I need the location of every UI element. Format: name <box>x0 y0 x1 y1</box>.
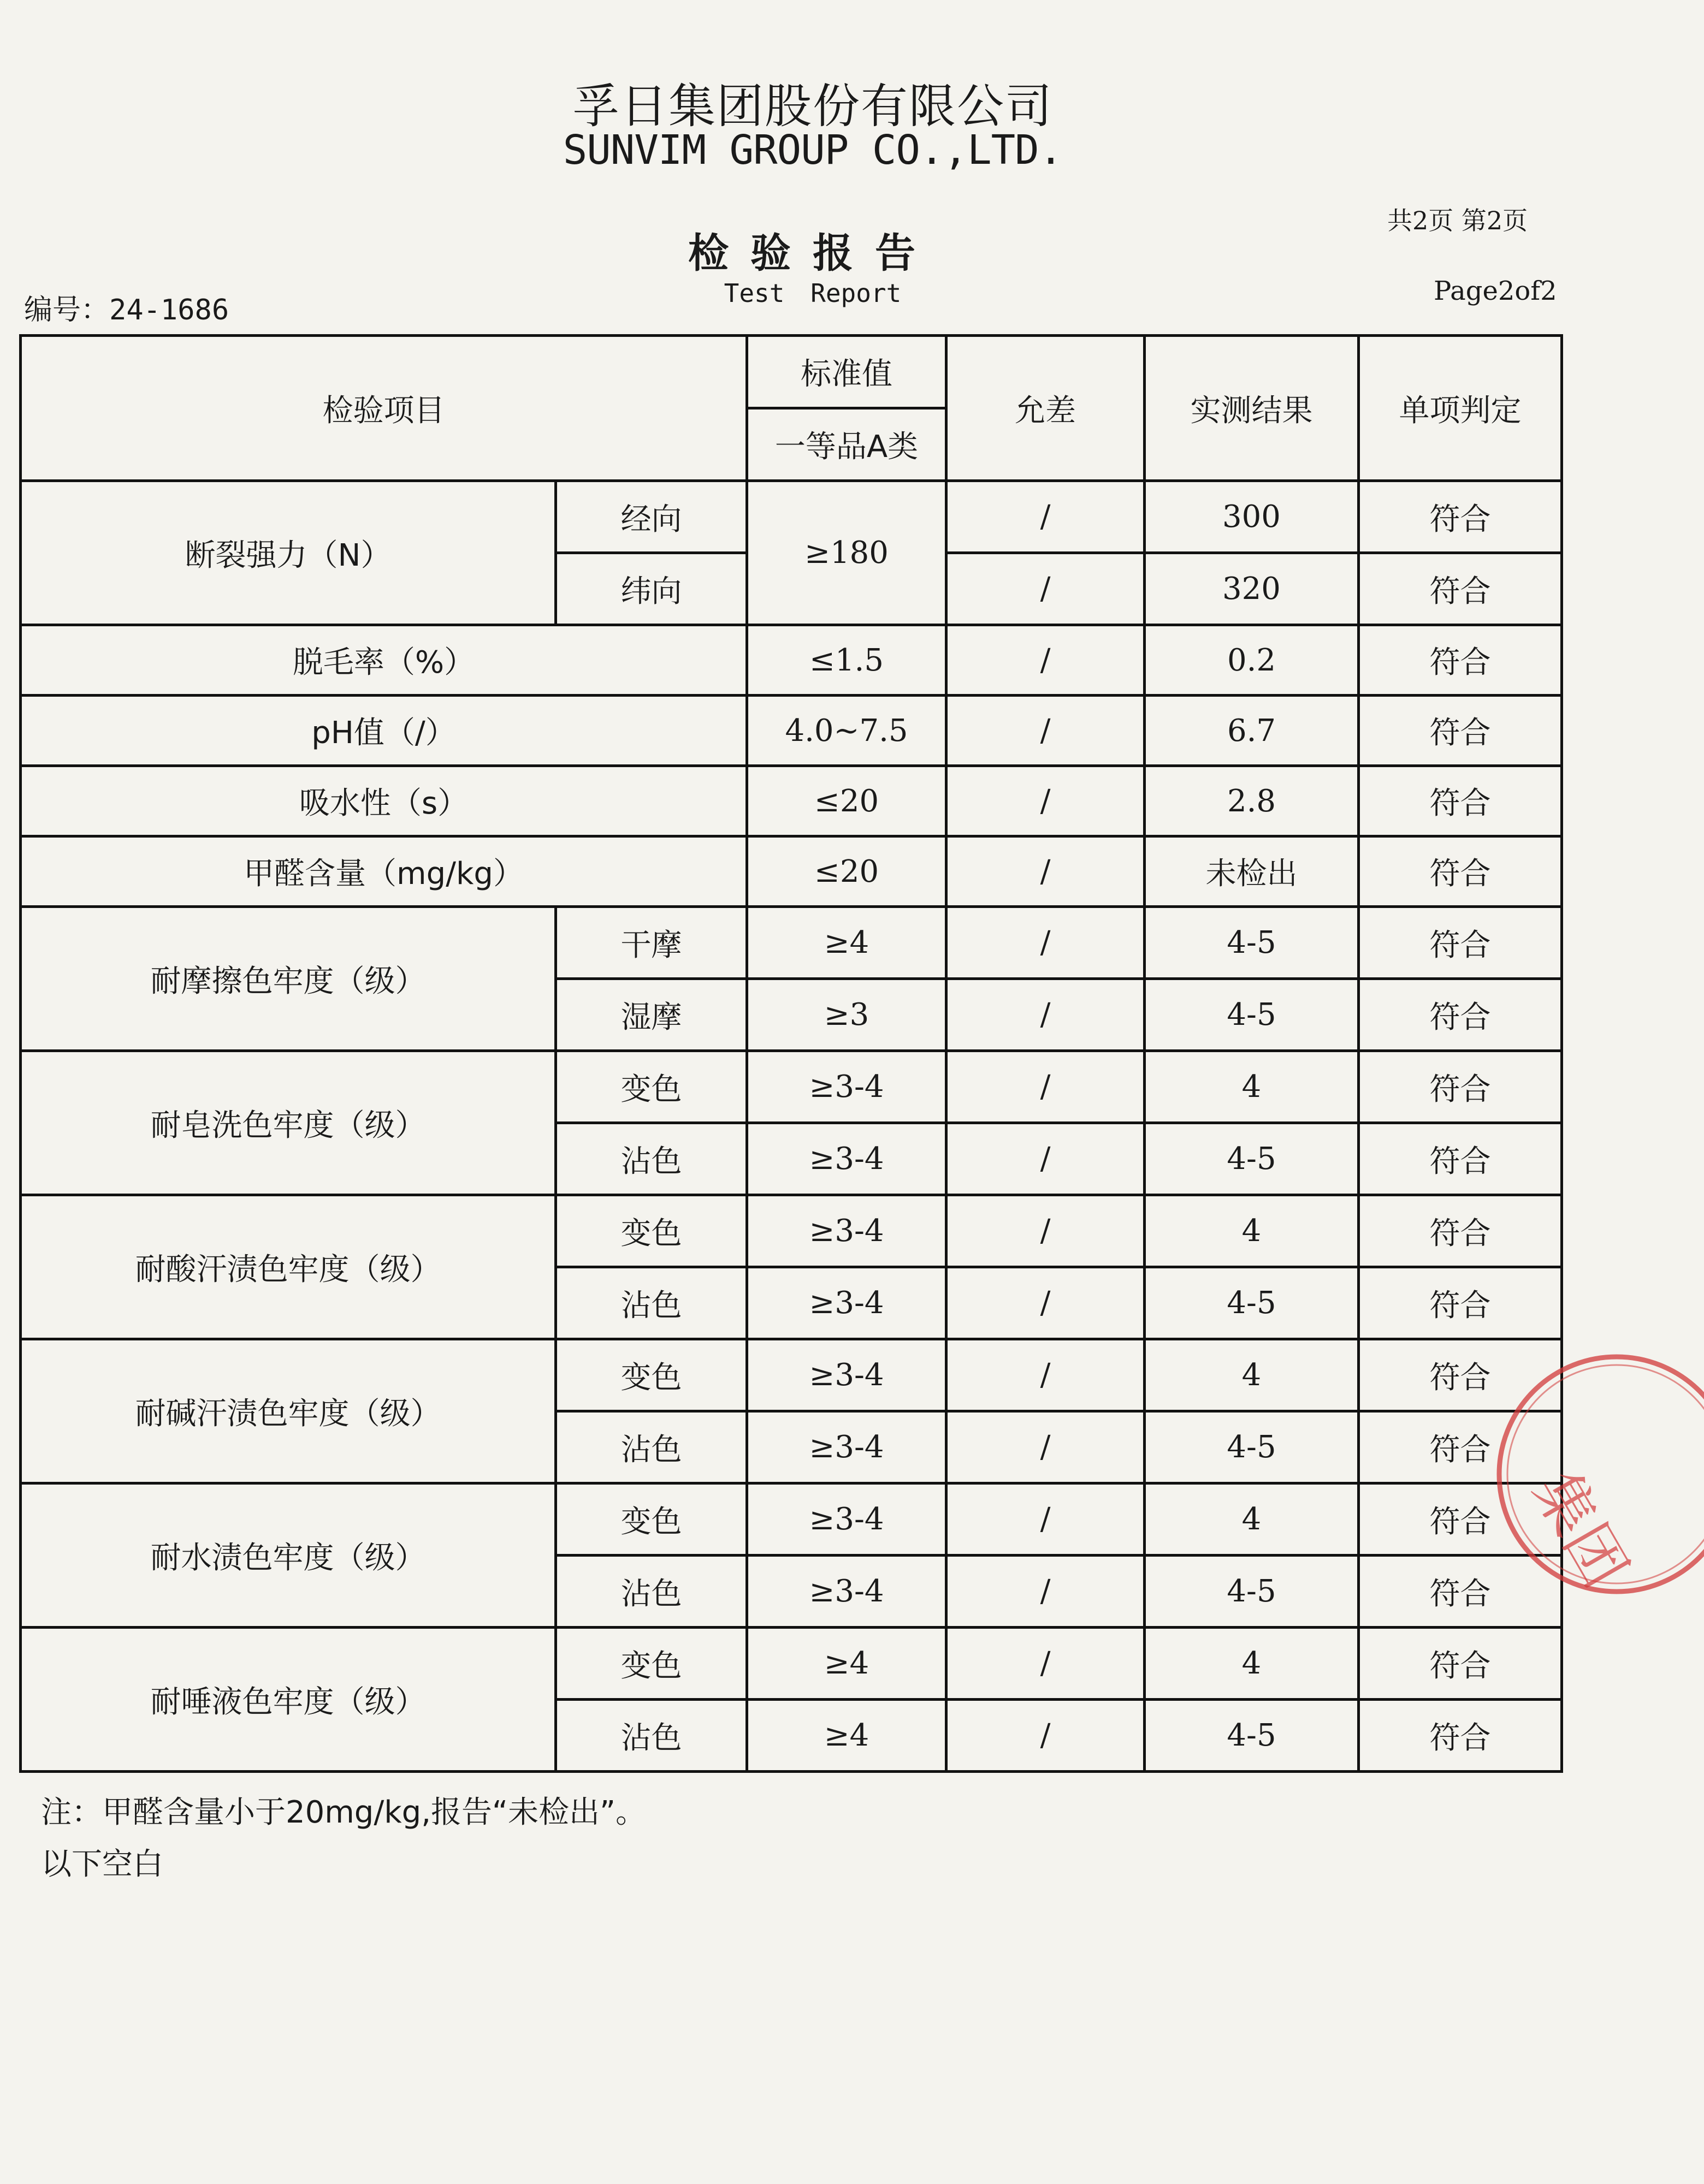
judgement-cell: 符合 <box>1359 1123 1562 1195</box>
company-name-cn: 孚日集团股份有限公司 <box>572 79 1053 134</box>
result-cell: 0.2 <box>1145 625 1359 696</box>
company-seal-stamp <box>1486 1343 1704 1605</box>
standard-cell: ≥3-4 <box>747 1051 946 1123</box>
company-name-en: SUNVIM GROUP CO.,LTD. <box>563 127 1063 174</box>
standard-cell: ≥3-4 <box>747 1267 946 1339</box>
sub-item-cell: 沾色 <box>556 1267 747 1339</box>
result-cell: 4-5 <box>1145 1556 1359 1628</box>
sub-item-cell: 变色 <box>556 1483 747 1556</box>
sub-item-cell: 变色 <box>556 1195 747 1267</box>
table-header-row <box>21 336 1562 408</box>
item-cell: 耐皂洗色牢度（级） <box>21 1051 556 1195</box>
judgement-cell: 符合 <box>1359 1483 1562 1556</box>
tolerance-cell: / <box>946 481 1145 553</box>
page-count-cn: 共2页 第2页 <box>1387 206 1528 235</box>
result-cell: 4-5 <box>1145 1411 1359 1483</box>
judgement-cell: 符合 <box>1359 1267 1562 1339</box>
standard-cell: ≤20 <box>747 766 946 836</box>
item-cell: 耐碱汗渍色牢度（级） <box>21 1339 556 1483</box>
blank-below-note: 以下空白 <box>41 1847 163 1882</box>
result-cell: 2.8 <box>1145 766 1359 836</box>
header-standard: 标准值 <box>747 336 946 408</box>
page-count-en: Page2of2 <box>1434 276 1557 306</box>
result-cell: 6.7 <box>1145 696 1359 766</box>
table-row <box>21 481 1562 553</box>
header-result: 实测结果 <box>1145 336 1359 481</box>
result-cell: 4 <box>1145 1628 1359 1700</box>
header-grade: 一等品A类 <box>747 408 946 481</box>
result-cell: 4 <box>1145 1051 1359 1123</box>
judgement-cell: 符合 <box>1359 1700 1562 1772</box>
test-results-table <box>19 334 1563 1773</box>
sub-item-cell: 变色 <box>556 1051 747 1123</box>
tolerance-cell: / <box>946 1051 1145 1123</box>
report-number <box>24 287 229 328</box>
table-row <box>21 1483 1562 1556</box>
sub-item-cell: 经向 <box>556 481 747 553</box>
tolerance-cell: / <box>946 907 1145 979</box>
header-judgement: 单项判定 <box>1359 336 1562 481</box>
table-row <box>21 1339 1562 1411</box>
standard-cell: ≥180 <box>747 481 946 625</box>
table-row <box>21 1628 1562 1700</box>
judgement-cell: 符合 <box>1359 553 1562 625</box>
standard-cell: ≥3-4 <box>747 1123 946 1195</box>
tolerance-cell: / <box>946 1339 1145 1411</box>
result-cell: 4-5 <box>1145 979 1359 1051</box>
header-item: 检验项目 <box>21 336 747 481</box>
tolerance-cell: / <box>946 1123 1145 1195</box>
tolerance-cell: / <box>946 766 1145 836</box>
item-cell: 甲醛含量（mg/kg） <box>21 836 747 907</box>
standard-cell: 4.0~7.5 <box>747 696 946 766</box>
result-cell: 未检出 <box>1145 836 1359 907</box>
sub-item-cell: 干摩 <box>556 907 747 979</box>
standard-cell: ≥4 <box>747 907 946 979</box>
report-number-value: 24-1686 <box>109 294 229 327</box>
table-row <box>21 625 1562 696</box>
judgement-cell: 符合 <box>1359 979 1562 1051</box>
tolerance-cell: / <box>946 1628 1145 1700</box>
judgement-cell: 符合 <box>1359 696 1562 766</box>
table-row <box>21 1051 1562 1123</box>
item-cell: 断裂强力（N） <box>21 481 556 625</box>
table-row <box>21 907 1562 979</box>
formaldehyde-note: 注：甲醛含量小于20mg/kg,报告“未检出”。 <box>41 1795 647 1830</box>
item-cell: 耐酸汗渍色牢度（级） <box>21 1195 556 1339</box>
judgement-cell: 符合 <box>1359 1628 1562 1700</box>
standard-cell: ≤20 <box>747 836 946 907</box>
tolerance-cell: / <box>946 553 1145 625</box>
standard-cell: ≥3-4 <box>747 1483 946 1556</box>
standard-cell: ≥3-4 <box>747 1411 946 1483</box>
judgement-cell: 符合 <box>1359 625 1562 696</box>
standard-cell: ≥3-4 <box>747 1339 946 1411</box>
standard-cell: ≤1.5 <box>747 625 946 696</box>
result-cell: 4-5 <box>1145 907 1359 979</box>
result-cell: 300 <box>1145 481 1359 553</box>
sub-item-cell: 沾色 <box>556 1123 747 1195</box>
table-row <box>21 1195 1562 1267</box>
judgement-cell: 符合 <box>1359 1339 1562 1411</box>
standard-cell: ≥4 <box>747 1628 946 1700</box>
result-cell: 4 <box>1145 1339 1359 1411</box>
item-cell: 耐摩擦色牢度（级） <box>21 907 556 1051</box>
tolerance-cell: / <box>946 1411 1145 1483</box>
sub-item-cell: 纬向 <box>556 553 747 625</box>
judgement-cell: 符合 <box>1359 1195 1562 1267</box>
tolerance-cell: / <box>946 1195 1145 1267</box>
tolerance-cell: / <box>946 1556 1145 1628</box>
judgement-cell: 符合 <box>1359 766 1562 836</box>
report-title: 检验报告 <box>688 230 937 277</box>
judgement-cell: 符合 <box>1359 1556 1562 1628</box>
item-cell: 吸水性（s） <box>21 766 747 836</box>
judgement-cell: 符合 <box>1359 481 1562 553</box>
report-number-label: 编号： <box>24 294 110 327</box>
result-cell: 4 <box>1145 1195 1359 1267</box>
result-cell: 4-5 <box>1145 1700 1359 1772</box>
item-cell: 脱毛率（%） <box>21 625 747 696</box>
tolerance-cell: / <box>946 979 1145 1051</box>
tolerance-cell: / <box>946 696 1145 766</box>
tolerance-cell: / <box>946 1267 1145 1339</box>
table-row <box>21 836 1562 907</box>
sub-item-cell: 湿摩 <box>556 979 747 1051</box>
header-tolerance: 允差 <box>946 336 1145 481</box>
standard-cell: ≥3-4 <box>747 1556 946 1628</box>
svg-text:集团: 集团 <box>1520 1460 1641 1599</box>
result-cell: 4-5 <box>1145 1123 1359 1195</box>
standard-cell: ≥3 <box>747 979 946 1051</box>
result-cell: 320 <box>1145 553 1359 625</box>
tolerance-cell: / <box>946 625 1145 696</box>
item-cell: 耐水渍色牢度（级） <box>21 1483 556 1628</box>
tolerance-cell: / <box>946 1483 1145 1556</box>
item-cell: pH值（/） <box>21 696 747 766</box>
sub-item-cell: 沾色 <box>556 1556 747 1628</box>
report-subtitle: Test Report <box>724 278 902 308</box>
result-cell: 4 <box>1145 1483 1359 1556</box>
judgement-cell: 符合 <box>1359 1411 1562 1483</box>
sub-item-cell: 变色 <box>556 1339 747 1411</box>
sub-item-cell: 沾色 <box>556 1411 747 1483</box>
result-cell: 4-5 <box>1145 1267 1359 1339</box>
tolerance-cell: / <box>946 1700 1145 1772</box>
item-cell: 耐唾液色牢度（级） <box>21 1628 556 1772</box>
standard-cell: ≥4 <box>747 1700 946 1772</box>
sub-item-cell: 沾色 <box>556 1700 747 1772</box>
tolerance-cell: / <box>946 836 1145 907</box>
judgement-cell: 符合 <box>1359 907 1562 979</box>
table-row <box>21 696 1562 766</box>
sub-item-cell: 变色 <box>556 1628 747 1700</box>
judgement-cell: 符合 <box>1359 836 1562 907</box>
table-row <box>21 766 1562 836</box>
standard-cell: ≥3-4 <box>747 1195 946 1267</box>
judgement-cell: 符合 <box>1359 1051 1562 1123</box>
